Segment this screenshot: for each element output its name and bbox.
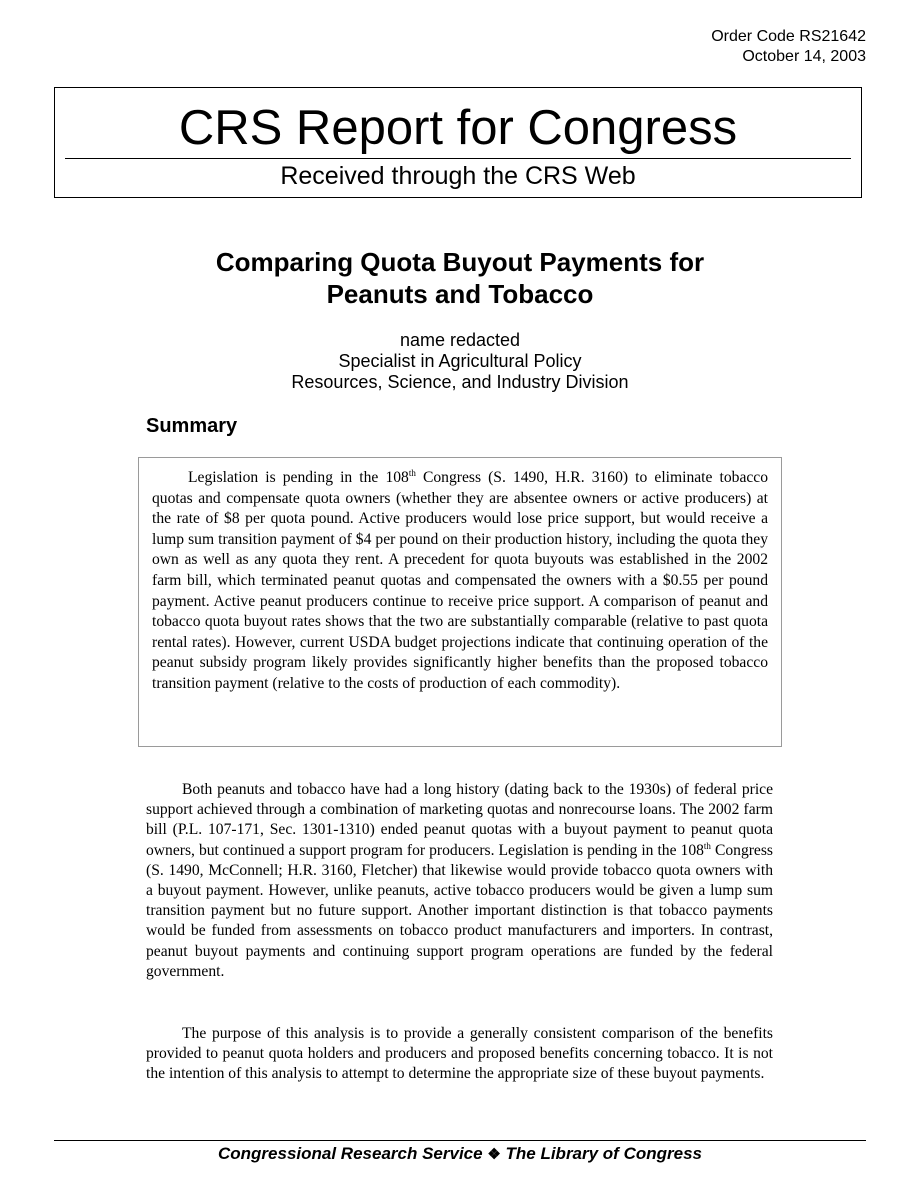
summary-text-b: Congress (S. 1490, H.R. 3160) to eliminate tobacco quotas and compensate quota owners (whether they are absentee owners or active producers) at the rate of $8 per quota pound. Active producers would lose price support, but would receive a lump sum transition payment of $4 per pound on their production history, including the quota they own as well as any quota they rent. A precedent for quota buyouts was established in the 2002 farm bill, which terminated peanut quotas and compensated the owners with a $0.55 per pound payment. Active peanut producers continue to receive price support. A comparison of peanut and tobacco quota buyout rates shows that the two are substantially comparable (relative to past quota rental rates). However, current USDA budget projections indicate that continuing operation of the peanut subsidy program likely provides significantly higher benefits than the proposed tobacco transition payment (relative to the costs of production of each commodity). (152, 469, 769, 692)
summary-heading: Summary (146, 415, 238, 437)
banner-subtitle: Received through the CRS Web (280, 162, 636, 190)
order-code: Order Code RS21642 (711, 28, 866, 45)
body-paragraph-1 (146, 780, 773, 982)
body-p1-text-a: Both peanuts and tobacco have had a long history (dating back to the 1930s) of federal price support achieved through a combination of marketing quotas and nonrecourse loans. The 2002 farm bill (P.L. 107-171, Sec. 1301-1310) ended peanut quotas with a buyout payment to peanut quota owners, but continued a support program for producers. Legislation is pending in the 108 (146, 781, 773, 859)
summary-superscript: th (408, 468, 416, 478)
author-name: name redacted (399, 330, 521, 350)
author-division: Resources, Science, and Industry Division (291, 372, 629, 392)
body-p2-text: The purpose of this analysis is to provide a generally consistent comparison of the benefits provided to peanut quota holders and producers and proposed benefits concerning tobacco. It is not the intention of this analysis to attempt to determine the appropriate size of these buyout payments. (146, 1025, 773, 1083)
document-title-line-1: Comparing Quota Buyout Payments for (215, 247, 705, 277)
banner-title: CRS Report for Congress (178, 101, 738, 155)
author-block (0, 330, 920, 393)
summary-box (138, 457, 782, 747)
diamond-separator-icon: ❖ (487, 1146, 501, 1163)
summary-text-a: Legislation is pending in the 108 (188, 469, 409, 486)
author-title: Specialist in Agricultural Policy (338, 351, 582, 371)
body-p1-superscript: th (703, 840, 711, 851)
footer-divider (54, 1140, 866, 1141)
body-p1-text-b: Congress (S. 1490, McConnell; H.R. 3160, Fletcher) that likewise would provide tobacco quota owners with a buyout payment. However, unlike peanuts, active tobacco producers would be given a lump sum transition payment but no future support. Another important distinction is that tobacco payments would be funded from assessments on tobacco product manufacturers and importers. In contrast, peanut buyout payments and continuing support program operations are funded by the federal government. (146, 841, 773, 980)
footer-right: The Library of Congress (505, 1144, 702, 1163)
body-paragraph-2 (146, 1024, 773, 1085)
order-info (711, 27, 866, 67)
page-footer (0, 1143, 920, 1166)
summary-paragraph (152, 468, 768, 695)
footer-left: Congressional Research Service (218, 1144, 483, 1163)
document-title (0, 246, 920, 310)
report-date: October 14, 2003 (742, 48, 866, 65)
banner-divider (65, 158, 851, 159)
report-banner (54, 87, 862, 198)
document-title-line-2: Peanuts and Tobacco (326, 279, 594, 309)
